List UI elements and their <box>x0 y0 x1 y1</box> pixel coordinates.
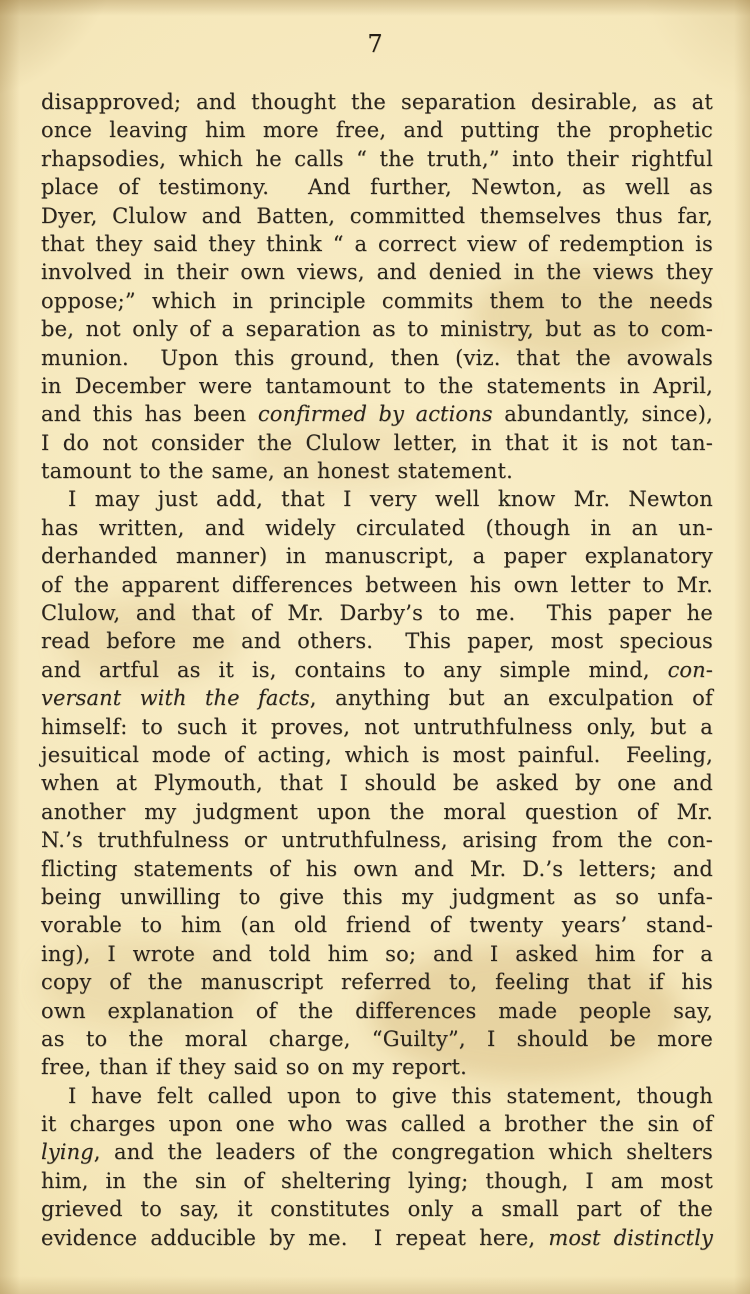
text-line <box>41 374 713 402</box>
text-segment: I have felt called upon to give this statement, though <box>68 1083 713 1108</box>
text-segment: once leaving him more free, and putting the prophetic <box>41 118 713 143</box>
text-segment-italic: lying <box>41 1140 94 1165</box>
text-segment: place of testimony. And further, Newton, as well as <box>41 175 713 200</box>
text-line <box>41 573 713 601</box>
text-line <box>41 1197 713 1225</box>
text-line <box>41 487 713 515</box>
text-segment: N.’s truthfulness or untruthfulness, arising from the con- <box>41 828 713 853</box>
text-line <box>41 317 713 345</box>
text-line <box>41 686 713 714</box>
text-segment: him, in the sin of sheltering lying; though, I am most <box>41 1168 713 1193</box>
text-line <box>41 1140 713 1168</box>
text-line <box>41 260 713 288</box>
page-number: 7 <box>367 30 383 58</box>
text-segment-italic: most distinctly <box>548 1225 713 1250</box>
text-line <box>41 431 713 459</box>
text-line <box>41 913 713 941</box>
text-segment: I may just add, that I very well know Mr. Newton <box>68 487 713 512</box>
text-segment-italic: versant with the facts <box>41 686 310 711</box>
text-segment: being unwilling to give this my judgment as so unfa- <box>41 884 713 909</box>
text-line <box>41 999 713 1027</box>
text-segment: I do not consider the Clulow letter, in that it is not tan- <box>41 430 713 455</box>
text-line <box>41 147 713 175</box>
text-segment: vorable to him (an old friend of twenty years’ stand- <box>41 913 713 938</box>
text-segment: flicting statements of his own and Mr. D.’s letters; and <box>41 856 713 881</box>
text-line <box>41 828 713 856</box>
text-segment: tamount to the same, an honest statement. <box>41 459 514 484</box>
text-segment: , anything but an exculpation of <box>309 686 713 711</box>
text-segment: himself: to such it proves, not untruthfulness only, but a <box>41 714 713 739</box>
text-segment: own explanation of the differences made people say, <box>41 998 713 1023</box>
text-line <box>41 90 713 118</box>
text-line <box>41 118 713 146</box>
text-segment: derhanded manner) in manuscript, a paper explanatory <box>41 544 713 569</box>
text-line <box>41 232 713 260</box>
text-line <box>41 1055 713 1083</box>
text-line <box>41 1027 713 1055</box>
text-segment: jesuitical mode of acting, which is most painful. Feeling, <box>41 742 713 767</box>
text-line <box>41 1169 713 1197</box>
text-line <box>41 942 713 970</box>
text-line <box>41 204 713 232</box>
text-line <box>41 658 713 686</box>
text-line <box>41 970 713 998</box>
text-segment: that they said they think “ a correct view of redemption is <box>41 231 713 256</box>
text-segment: evidence adducible by me. I repeat here, <box>41 1225 549 1250</box>
text-segment: oppose;” which in principle commits them to the needs <box>41 288 713 313</box>
text-segment-italic: con- <box>667 657 713 682</box>
text-line <box>41 800 713 828</box>
text-line <box>41 544 713 572</box>
text-segment: and artful as it is, contains to any simple mind, <box>41 657 668 682</box>
text-line <box>41 629 713 657</box>
text-line <box>41 857 713 885</box>
text-line <box>41 346 713 374</box>
page-text <box>41 90 713 1254</box>
text-line <box>41 459 713 487</box>
text-segment: free, than if they said so on my report. <box>41 1055 468 1080</box>
text-segment: Clulow, and that of Mr. Darby’s to me. This paper he <box>41 601 713 626</box>
text-segment: grieved to say, it constitutes only a small part of the <box>41 1197 713 1222</box>
text-line <box>41 402 713 430</box>
text-line <box>41 715 713 743</box>
text-line <box>41 516 713 544</box>
text-segment: be, not only of a separation as to ministry, but as to com- <box>41 317 713 342</box>
text-line <box>41 885 713 913</box>
text-segment: of the apparent differences between his own letter to Mr. <box>41 572 713 597</box>
text-line <box>41 175 713 203</box>
text-segment: and this has been <box>41 402 258 427</box>
text-segment: has written, and widely circulated (though in an un- <box>41 515 713 540</box>
text-segment: involved in their own views, and denied in the views they <box>41 260 713 285</box>
text-segment: munion. Upon this ground, then (viz. that the avowals <box>41 345 713 370</box>
text-line <box>41 771 713 799</box>
text-segment-italic: confirmed by actions <box>257 402 493 427</box>
text-segment: when at Plymouth, that I should be asked by one and <box>41 771 713 796</box>
text-segment: read before me and others. This paper, most specious <box>41 629 713 654</box>
text-segment: abundantly, since), <box>492 402 713 427</box>
text-segment: copy of the manuscript referred to, feeling that if his <box>41 970 713 995</box>
text-line <box>41 1226 713 1254</box>
text-segment: it charges upon one who was called a brother the sin of <box>41 1112 713 1137</box>
text-line <box>41 289 713 317</box>
text-segment: as to the moral charge, “Guilty”, I should be more <box>41 1026 713 1051</box>
text-line <box>41 601 713 629</box>
text-segment: Dyer, Clulow and Batten, committed themselves thus far, <box>41 203 713 228</box>
text-segment: , and the leaders of the congregation which shelters <box>93 1140 713 1165</box>
text-segment: another my judgment upon the moral question of Mr. <box>41 799 713 824</box>
text-segment: rhapsodies, which he calls “ the truth,” into their rightful <box>41 146 713 171</box>
text-segment: disapproved; and thought the separation desirable, as at <box>41 90 713 114</box>
text-segment: in December were tantamount to the statements in April, <box>41 373 713 398</box>
text-line <box>41 1112 713 1140</box>
text-line <box>41 743 713 771</box>
text-line <box>41 1084 713 1112</box>
text-segment: ing), I wrote and told him so; and I asked him for a <box>41 941 713 966</box>
